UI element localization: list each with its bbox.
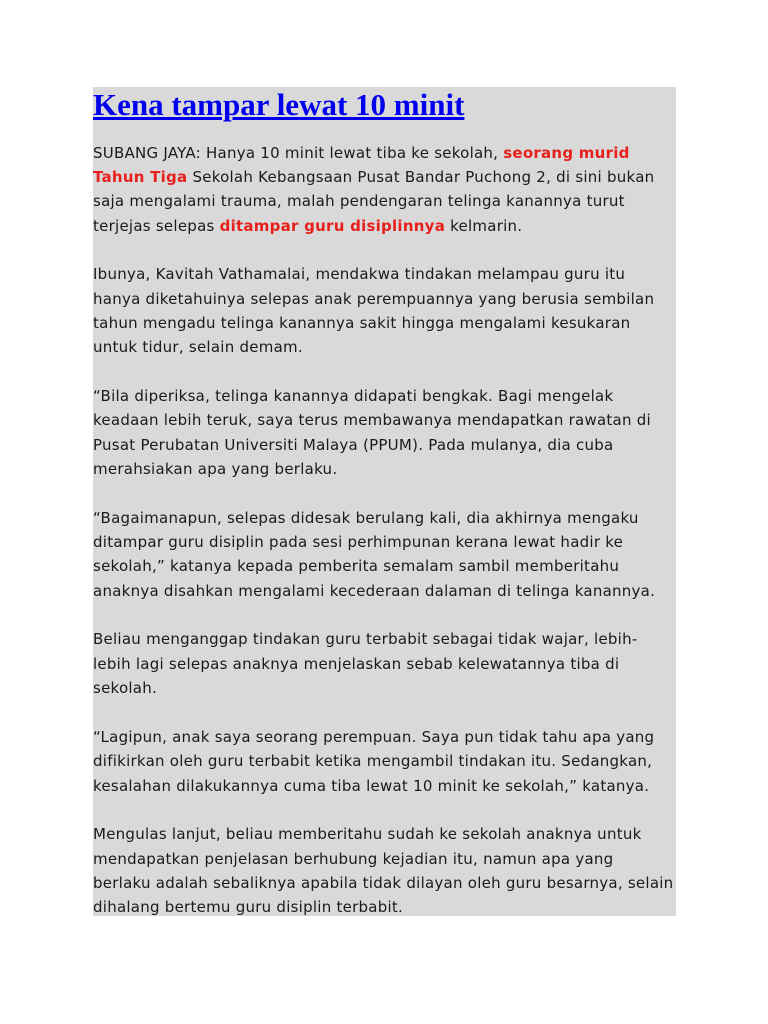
- paragraph-line: anaknya disahkan mengalami kecederaan dalaman di telinga kanannya.: [93, 581, 656, 600]
- paragraph-line: “Bila diperiksa, telinga kanannya didapati bengkak. Bagi mengelak: [93, 387, 614, 406]
- paragraph-text: SUBANG JAYA: Hanya 10 minit lewat tiba ke sekolah,: [93, 143, 504, 162]
- emphasis-text: seorang murid: [503, 143, 630, 162]
- paragraph-line: [93, 165, 676, 189]
- paragraph-line: tahun mengadu telinga kanannya sakit hingga mengalami kesukaran: [93, 314, 631, 332]
- paragraph-line: difikirkan oleh guru terbabit ketika mengambil tindakan itu. Sedangkan,: [93, 752, 653, 771]
- paragraph-line: mendapatkan penjelasan berhubung kejadian itu, namun apa yang: [93, 849, 614, 868]
- paragraph-line: [93, 189, 676, 213]
- paragraph: [93, 725, 676, 798]
- paragraph-line: dihalang bertemu guru disiplin terbabit.: [93, 898, 404, 917]
- paragraph: [93, 627, 676, 700]
- paragraph-text: saja mengalami trauma, malah pendengaran telinga kanannya turut: [93, 192, 625, 211]
- paragraph-line: hanya diketahuinya selepas anak perempuannya yang berusia sembilan: [93, 289, 655, 308]
- paragraph-line: kesalahan dilakukannya cuma tiba lewat 10 minit ke sekolah,” katanya.: [93, 776, 650, 795]
- paragraph-line: lebih lagi selepas anaknya menjelaskan sebab kelewatannya tiba di: [93, 654, 620, 673]
- article-title: [93, 87, 676, 123]
- emphasis-text: ditampar guru disiplinnya: [219, 216, 446, 235]
- paragraph-line: sekolah,” katanya kepada pemberita semalam sambil memberitahu: [93, 557, 620, 576]
- paragraph-line: “Bagaimanapun, selepas didesak berulang kali, dia akhirnya mengaku: [93, 508, 639, 527]
- article-title-link[interactable]: Kena tampar lewat 10 minit: [93, 87, 465, 122]
- paragraph-text: Sekolah Kebangsaan Pusat Bandar Puchong 2, di sini bukan: [187, 167, 655, 186]
- paragraph: [93, 506, 676, 603]
- paragraph-line: untuk tidur, selain demam.: [93, 338, 303, 357]
- article-panel: [93, 87, 676, 916]
- paragraph-line: ditampar guru disiplin pada sesi perhimpunan kerana lewat hadir ke: [93, 533, 624, 552]
- paragraph: [93, 384, 676, 481]
- paragraph-line: Beliau menganggap tindakan guru terbabit sebagai tidak wajar, lebih-: [93, 630, 638, 649]
- paragraph-line: Ibunya, Kavitah Vathamalai, mendakwa tindakan melampau guru itu: [93, 265, 626, 284]
- paragraph-line: merahsiakan apa yang berlaku.: [93, 460, 338, 479]
- lead-paragraph: [93, 141, 676, 238]
- paragraph: [93, 822, 676, 919]
- paragraph-line: Mengulas lanjut, beliau memberitahu sudah ke sekolah anaknya untuk: [93, 825, 642, 844]
- paragraph-line: berlaku adalah sebaliknya apabila tidak dilayan oleh guru besarnya, selain: [93, 873, 674, 892]
- paragraph-line: sekolah.: [93, 679, 158, 698]
- paragraph: [93, 262, 676, 359]
- emphasis-text: Tahun Tiga: [93, 167, 188, 186]
- paragraph-text: kelmarin.: [445, 216, 523, 235]
- paragraph-text: terjejas selepas: [93, 216, 220, 235]
- article-body: [93, 141, 676, 920]
- paragraph-line: keadaan lebih teruk, saya terus membawanya mendapatkan rawatan di: [93, 411, 651, 430]
- paragraph-line: Pusat Perubatan Universiti Malaya (PPUM). Pada mulanya, dia cuba: [93, 435, 614, 454]
- paragraph-line: [93, 214, 676, 238]
- paragraph-line: [93, 141, 676, 165]
- paragraph-line: “Lagipun, anak saya seorang perempuan. Saya pun tidak tahu apa yang: [93, 727, 655, 746]
